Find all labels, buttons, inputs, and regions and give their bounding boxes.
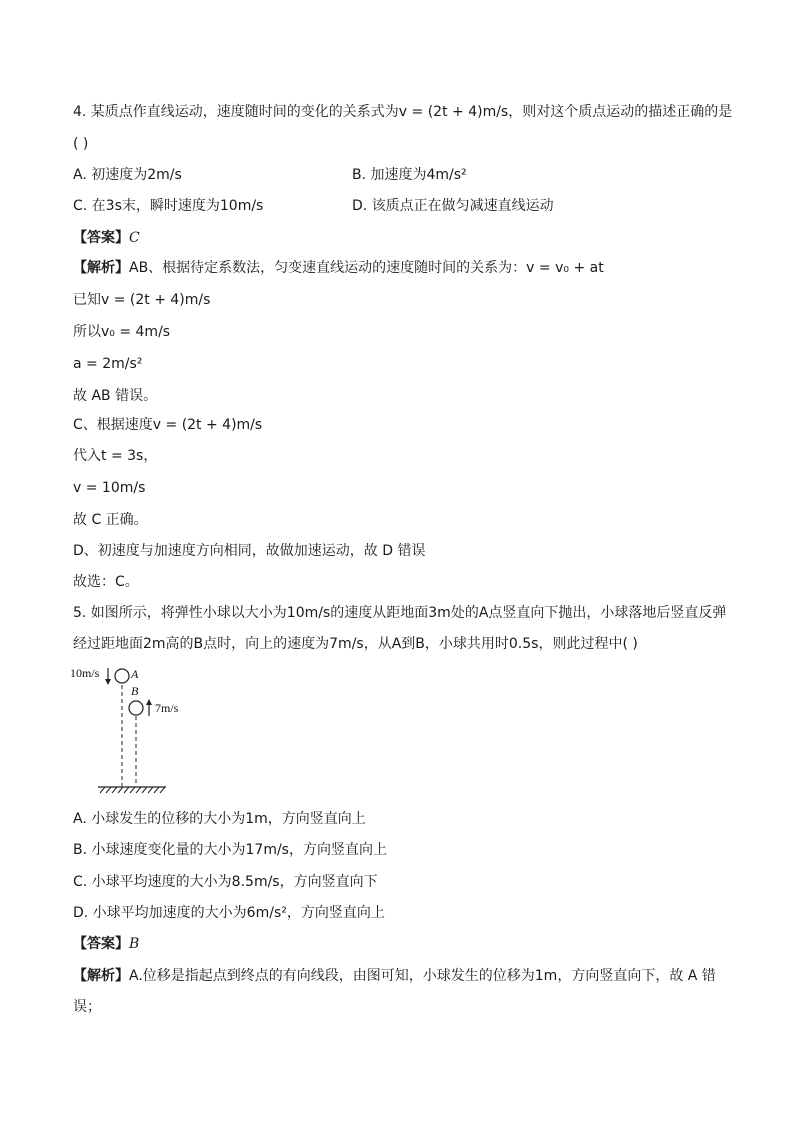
ball-a-circle [115,669,129,683]
q4-option-c: C. 在3s末，瞬时速度为10m/s [73,198,264,214]
ball-b-circle [129,701,143,715]
analysis-tag: 【解析】 [73,260,129,276]
q4-analysis-line-4: a = 2m/s² [73,356,143,372]
answer-tag: 【答案】 [73,936,129,952]
q5-figure [70,664,190,798]
label-initial-speed: 10m/s [70,666,100,680]
q4-answer-line [73,228,140,248]
bouncing-ball-diagram [70,664,190,798]
ground-hatch [100,787,165,793]
analysis-tag: 【解析】 [73,968,129,984]
q5-option-b: B. 小球速度变化量的大小为17m/s，方向竖直向上 [73,842,387,858]
q4-analysis-line-11: 故选：C。 [73,574,139,590]
q4-option-d: D. 该质点正在做匀减速直线运动 [352,198,554,214]
q4-analysis-line-5: 故 AB 错误。 [73,388,158,404]
q5-analysis-line-1 [73,966,716,986]
q4-analysis-line-3: 所以v₀ = 4m/s [73,324,171,340]
label-point-b: B [131,684,139,698]
q4-analysis-line-1 [73,258,604,278]
q4-analysis-line-10: D、初速度与加速度方向相同，故做加速运动，故 D 错误 [73,543,426,559]
q4-option-b: B. 加速度为4m/s² [352,167,467,183]
q5-analysis-line-2: 误； [73,999,101,1015]
answer-value: C [129,230,140,246]
answer-value: B [129,936,140,952]
q4-analysis-line-6: C、根据速度v = (2t + 4)m/s [73,417,263,433]
q5-option-a: A. 小球发生的位移的大小为1m，方向竖直向上 [73,811,366,827]
q4-analysis-line-2: 已知v = (2t + 4)m/s [73,292,211,308]
q5-stem-line-2: 经过距地面2m高的B点时，向上的速度为7m/s，从A到B，小球共用时0.5s，则此过程中( ) [73,636,638,652]
answer-tag: 【答案】 [73,230,129,246]
q4-option-a: A. 初速度为2m/s [73,167,182,183]
q5-stem-line-1: 5. 如图所示，将弹性小球以大小为10m/s的速度从距地面3m处的A点竖直向下抛出，小球落地后竖直反弹 [73,605,727,621]
analysis-text: AB、根据待定系数法，匀变速直线运动的速度随时间的关系为：v = v₀ + at [129,260,604,276]
q4-stem: 4. 某质点作直线运动，速度随时间的变化的关系式为v = (2t + 4)m/s，则对这个质点运动的描述正确的是 [73,104,733,120]
q4-answer-paren: ( ) [73,136,89,152]
label-rebound-speed: 7m/s [155,701,179,715]
q5-option-d: D. 小球平均加速度的大小为6m/s²，方向竖直向上 [73,905,385,921]
q4-analysis-line-7: 代入t = 3s， [73,448,158,464]
q5-answer-line [73,934,139,954]
q4-analysis-line-9: 故 C 正确。 [73,512,148,528]
q5-option-c: C. 小球平均速度的大小为8.5m/s，方向竖直向下 [73,874,378,890]
up-arrow-icon [146,699,152,705]
analysis-text: A.位移是指起点到终点的有向线段，由图可知，小球发生的位移为1m，方向竖直向下，故 A 错 [129,968,716,984]
q4-analysis-line-8: v = 10m/s [73,480,146,496]
down-arrow-icon [105,679,111,685]
label-point-a: A [131,667,139,681]
